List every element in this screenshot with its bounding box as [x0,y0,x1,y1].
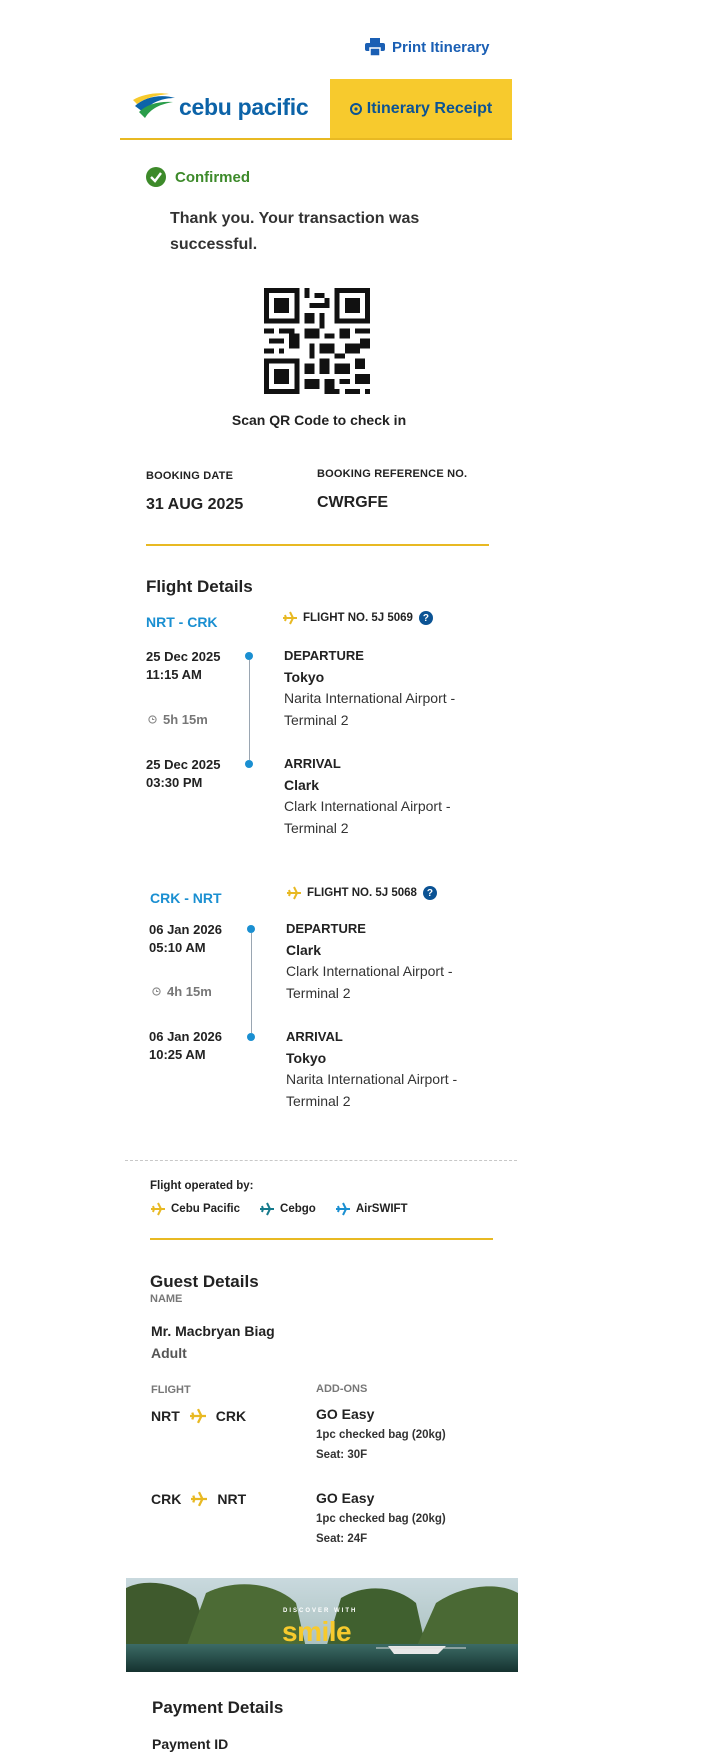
plane-icon [336,1202,350,1216]
carrier-cebgo [260,1202,316,1216]
departure-airport-1: Narita International Airport - Terminal 2 [284,690,456,728]
flight-number-text-2: FLIGHT NO. 5J 5068 [307,887,417,899]
flight-details-title: Flight Details [146,577,253,596]
operated-by-title: Flight operated by: [150,1180,254,1192]
departure-date-1: 25 Dec 2025 [146,649,221,664]
itinerary-receipt-label: Itinerary Receipt [366,99,493,117]
cebu-pacific-logo [133,92,308,122]
addon-seat: Seat: 30F [316,1449,368,1461]
payment-id-label: Payment ID [152,1736,229,1752]
info-circle-icon [350,103,362,115]
arrival-block-1 [284,756,494,839]
timeline-line [251,933,252,1033]
plane-icon [260,1202,274,1216]
timeline-dot [247,1033,255,1041]
departure-date-2: 06 Jan 2026 [149,922,223,937]
departure-city-1: Tokyo [284,669,325,685]
arrival-city-1: Clark [284,777,320,793]
arrival-date-2: 06 Jan 2026 [149,1029,223,1044]
payment-details-title: Payment Details [152,1698,284,1717]
name-label: NAME [150,1293,183,1305]
departure-city-2: Clark [286,942,322,958]
departure-label-1: DEPARTURE [284,648,364,663]
itinerary-receipt-tab [330,79,512,138]
printer-icon [365,38,385,56]
guest-name: Mr. Macbryan Biag [151,1323,275,1339]
brand-name: cebu pacific [179,93,309,120]
leg-destination: CRK [215,1408,247,1424]
banner-tagline: DISCOVER WITH [283,1608,358,1614]
header-divider [120,138,512,140]
addons-block-2 [316,1490,446,1549]
guest-type: Adult [151,1345,187,1361]
plane-icon [190,1408,206,1424]
flight-number-2 [287,886,437,900]
carrier-cebu-pacific [151,1202,240,1216]
carrier-label: Cebgo [280,1203,316,1215]
addons-label: ADD-ONS [316,1383,368,1395]
flight-number-1 [283,611,433,625]
leg-origin: NRT [151,1408,180,1424]
timeline-dot [247,925,255,933]
plane-icon [283,611,297,625]
duration-2 [152,984,212,999]
departure-block-2 [286,921,496,1004]
guest-leg-2 [151,1491,246,1507]
guest-details-title: Guest Details [150,1272,259,1291]
booking-divider [146,544,489,546]
route-label-2: CRK - NRT [150,890,222,906]
booking-ref: CWRGFE [317,494,389,511]
addon-bag: 1pc checked bag (20kg) [316,1513,446,1525]
help-icon[interactable]: ? [423,886,437,900]
timeline-dot [245,652,253,660]
arrival-date-1: 25 Dec 2025 [146,757,221,772]
status-label: Confirmed [175,168,250,186]
booking-date-label: BOOKING DATE [146,470,234,482]
guest-leg-1 [151,1408,246,1424]
timeline-line [249,660,250,760]
print-itinerary-button[interactable] [365,38,490,56]
carrier-airswift [336,1202,408,1216]
timeline-dot [245,760,253,768]
departure-time-2: 05:10 AM [149,940,206,955]
addons-block-1 [316,1406,446,1465]
check-circle-icon [146,167,166,187]
banner-smile: smile [282,1616,352,1647]
arrival-label-2: ARRIVAL [286,1029,343,1044]
operated-divider [150,1238,493,1240]
plane-icon [191,1491,207,1507]
departure-time-1: 11:15 AM [146,667,202,682]
departure-datetime-2 [149,921,222,957]
plane-icon [151,1202,165,1216]
print-itinerary-label: Print Itinerary [392,38,490,56]
arrival-datetime-1 [146,756,220,792]
departure-airport-2: Clark International Airport - Terminal 2 [286,963,453,1001]
promo-banner [126,1578,518,1672]
addon-bundle: GO Easy [316,1490,375,1506]
booking-ref-label: BOOKING REFERENCE NO. [317,468,468,480]
carriers-list [151,1202,408,1216]
arrival-block-2 [286,1029,496,1112]
qr-caption: Scan QR Code to check in [231,412,407,428]
arrival-city-2: Tokyo [286,1050,327,1066]
departure-label-2: DEPARTURE [286,921,366,936]
duration-1 [148,712,208,727]
addon-bundle: GO Easy [316,1406,375,1422]
clock-icon [152,987,161,996]
swoosh-icon [133,92,177,122]
flight-label: FLIGHT [151,1384,191,1396]
flight-number-text-1: FLIGHT NO. 5J 5069 [303,612,413,624]
departure-block-1 [284,648,494,731]
addon-bag: 1pc checked bag (20kg) [316,1429,446,1441]
duration-text-2: 4h 15m [167,984,212,999]
dashed-divider [125,1160,517,1161]
carrier-label: Cebu Pacific [171,1203,241,1215]
help-icon[interactable]: ? [419,611,433,625]
departure-datetime-1 [146,648,220,684]
arrival-airport-2: Narita International Airport - Terminal 2 [286,1071,458,1109]
duration-text-1: 5h 15m [163,712,208,727]
thank-you-message: Thank you. Your transaction was successful. [170,210,420,253]
arrival-airport-1: Clark International Airport - Terminal 2 [284,798,451,836]
arrival-label-1: ARRIVAL [284,756,341,771]
arrival-datetime-2 [149,1028,222,1064]
arrival-time-1: 03:30 PM [146,775,203,790]
leg-origin: CRK [151,1491,182,1507]
route-label-1: NRT - CRK [146,614,218,630]
clock-icon [148,715,157,724]
carrier-label: AirSWIFT [355,1203,408,1215]
arrival-time-2: 10:25 AM [149,1047,206,1062]
leg-destination: NRT [217,1491,247,1507]
booking-date: 31 AUG 2025 [146,496,244,513]
addon-seat: Seat: 24F [316,1533,368,1545]
plane-icon [287,886,301,900]
check-in-qr-code [264,288,370,394]
status-badge [146,167,250,187]
